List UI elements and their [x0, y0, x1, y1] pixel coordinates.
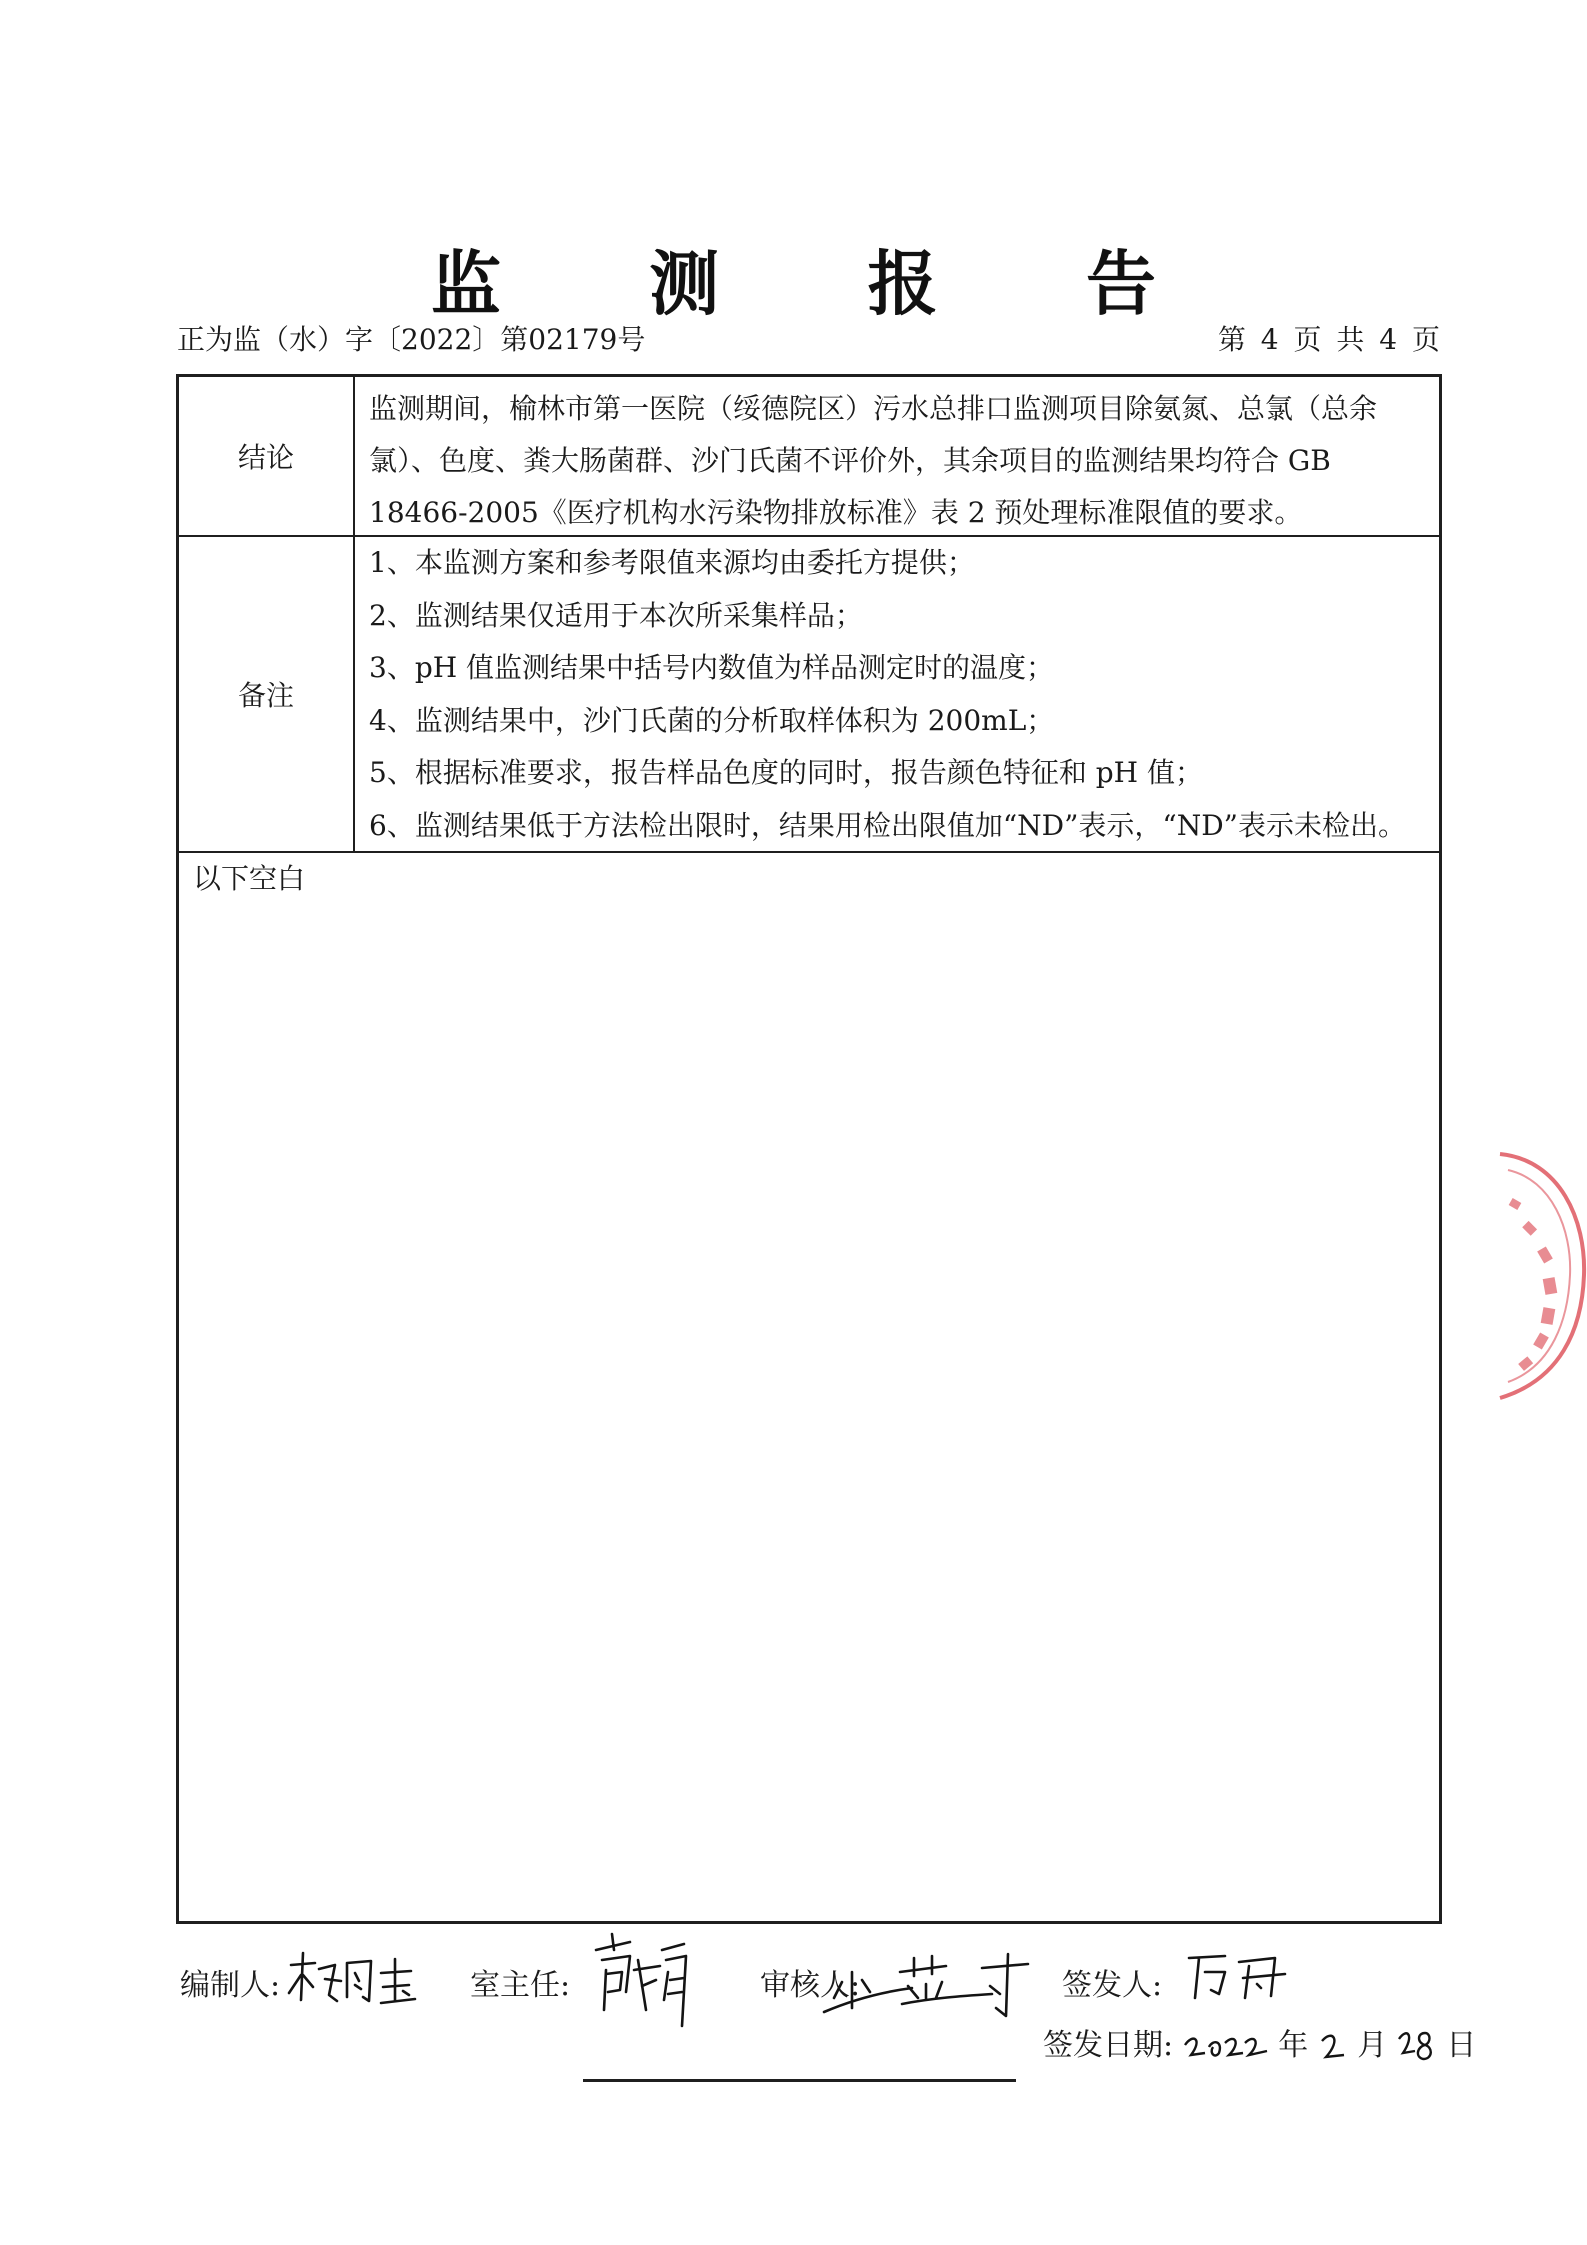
remark-item: 2、监测结果仅适用于本次所采集样品； [369, 598, 863, 632]
remarks-row [179, 537, 1439, 853]
conclusion-row [179, 377, 1439, 537]
date-label: 签发日期: [1043, 2028, 1174, 2063]
remark-item: 6、监测结果低于方法检出限时，结果用检出限值加“ND”表示，“ND”表示未检出。 [369, 808, 1406, 842]
footer-rule [583, 2079, 1016, 2082]
compiler-label: 编制人: [180, 1968, 281, 2003]
report-table [176, 374, 1442, 1924]
date-day-handwritten [1397, 2025, 1437, 2069]
remark-item: 3、pH 值监测结果中括号内数值为样品测定时的温度； [369, 651, 1055, 684]
date-month-char: 月 [1357, 2028, 1388, 2063]
page-info: 第 4 页 共 4 页 [1217, 323, 1440, 356]
remarks-list [355, 537, 1439, 851]
date-month-handwritten [1318, 2027, 1348, 2067]
remarks-label: 备注 [179, 537, 355, 851]
blank-note: 以下空白 [193, 862, 306, 895]
reviewer-signature [822, 1942, 1042, 2027]
date-year-handwritten [1183, 2027, 1269, 2067]
remark-item: 4、监测结果中，沙门氏菌的分析取样体积为 200mL； [369, 703, 1055, 737]
remark-item: 5、根据标准要求，报告样品色度的同时，报告颜色特征和 pH 值； [369, 756, 1203, 789]
sign-date [1043, 2020, 1476, 2069]
date-year-char: 年 [1278, 2028, 1309, 2063]
report-title: 监 测 报 告 [430, 243, 1219, 325]
reviewer-label: 审核人: [760, 1968, 861, 2003]
issuer-label: 签发人: [1062, 1968, 1163, 2003]
date-day-char: 日 [1446, 2028, 1477, 2063]
conclusion-label: 结论 [179, 377, 355, 535]
director-label: 室主任: [470, 1968, 571, 2003]
director-signature [590, 1930, 695, 2040]
conclusion-text: 监测期间，榆林市第一医院（绥德院区）污水总排口监测项目除氨氮、总氯（总余氯）、色度、粪大肠菌群、沙门氏菌不评价外，其余项目的监测结果均符合 GB 18466-2005《医疗机构水污染物排放标准》表 2 预处理标准限值的要求。 [369, 392, 1378, 529]
report-number: 正为监（水）字〔2022〕第02179号 [177, 323, 646, 356]
official-seal-stamp [1490, 1140, 1587, 1410]
issuer-signature [1185, 1948, 1300, 2008]
compiler-signature [285, 1945, 420, 2015]
remark-item: 1、本监测方案和参考限值来源均由委托方提供； [369, 546, 975, 579]
